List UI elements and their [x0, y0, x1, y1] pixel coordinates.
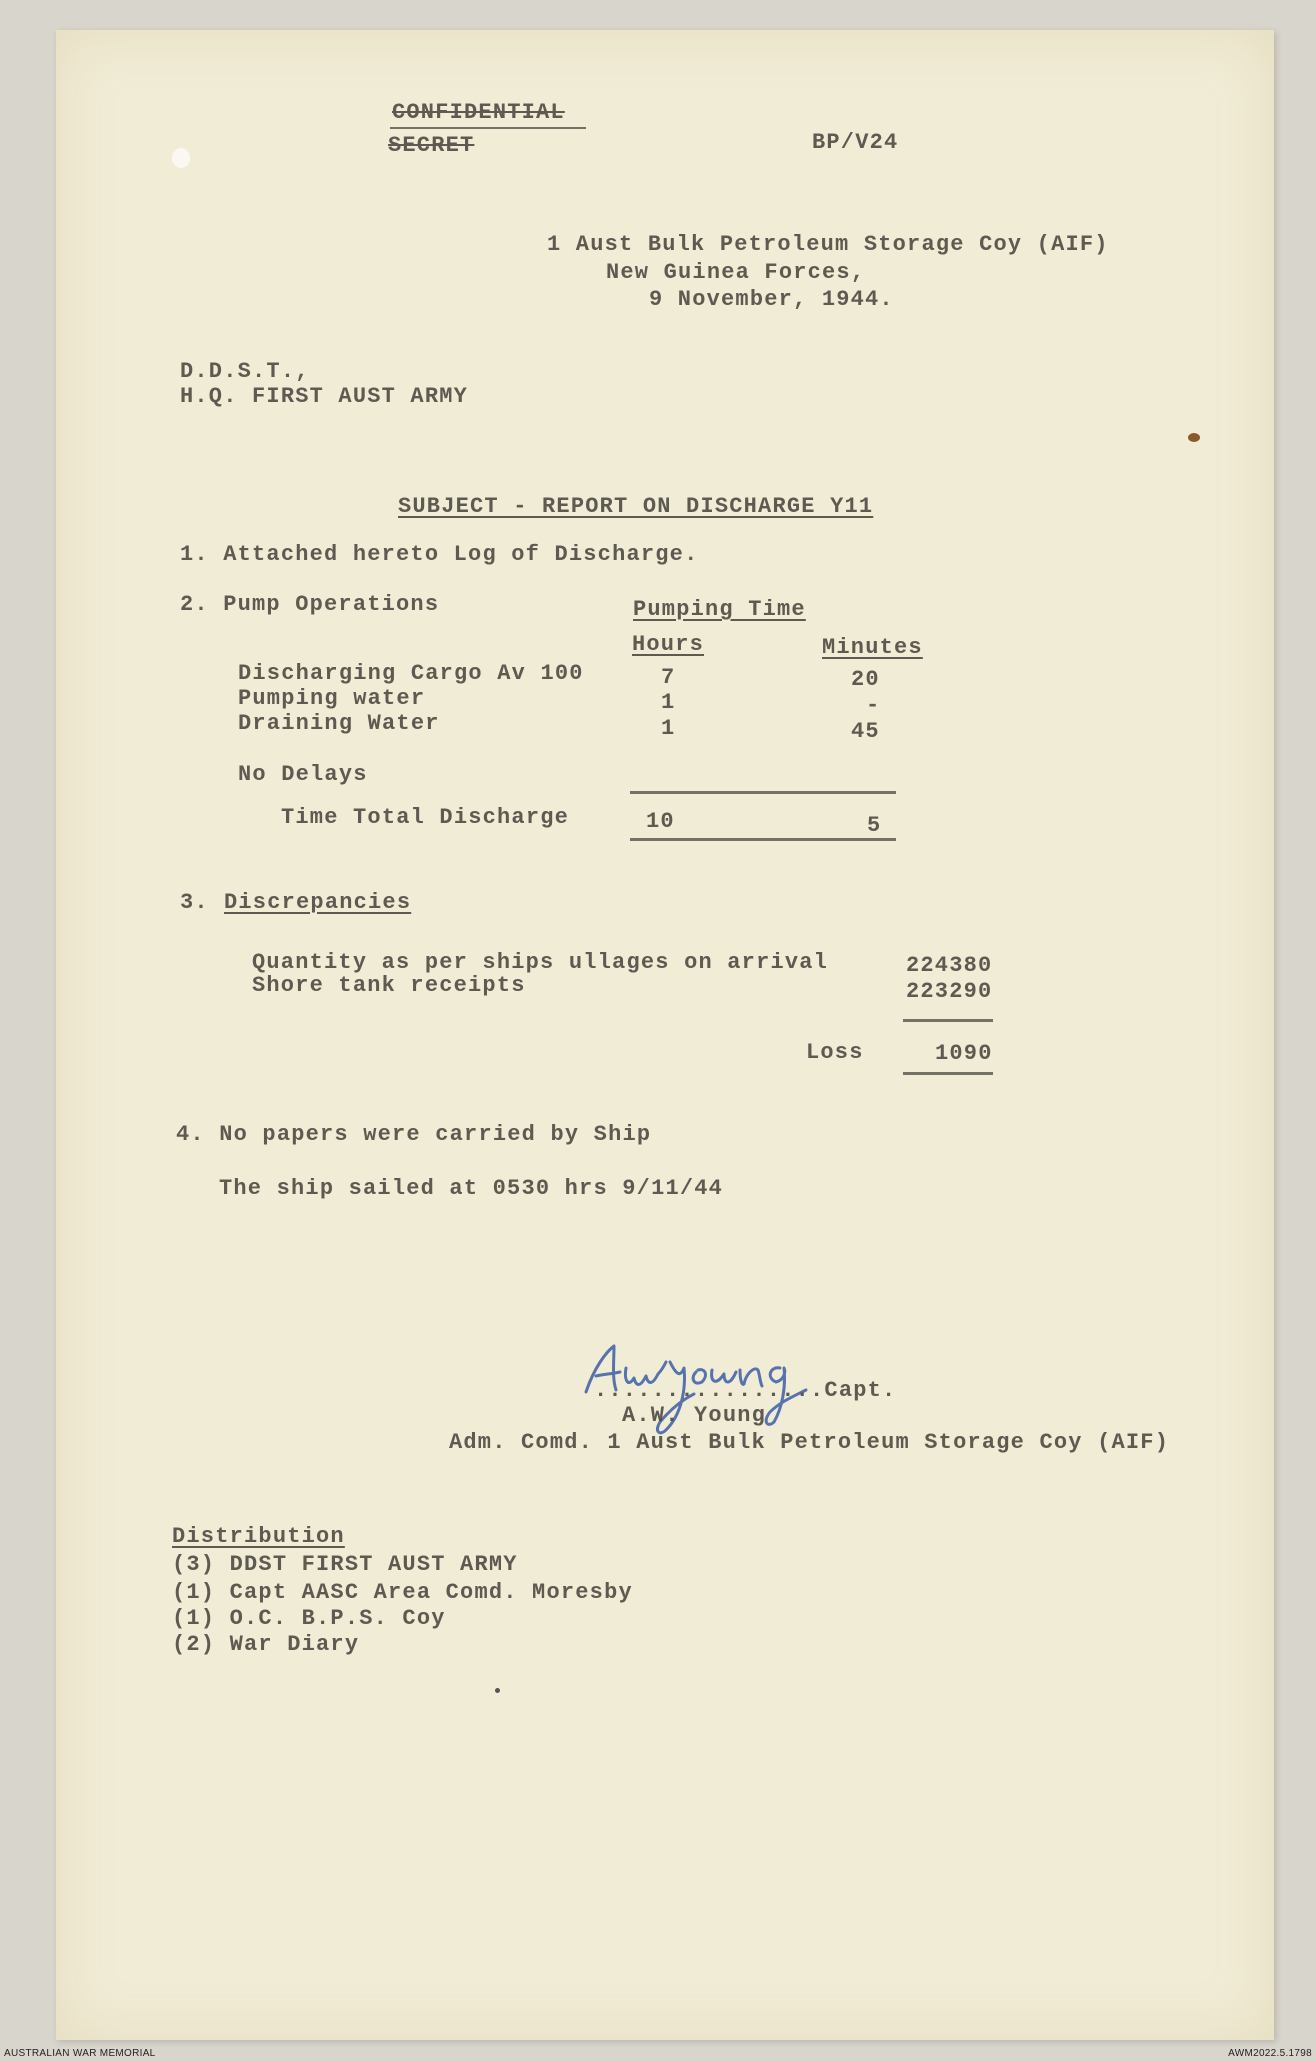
pump-row-hours: 1	[661, 716, 676, 741]
paper-mark	[172, 148, 190, 168]
pumping-time-header: Pumping Time	[633, 597, 806, 622]
subtotal-rule	[630, 791, 896, 794]
classification-label: SECRET	[388, 133, 475, 158]
classification-underline	[390, 127, 586, 129]
pump-row-minutes: 45	[851, 719, 880, 744]
pump-row-label: Draining Water	[238, 711, 440, 736]
item-3-number: 3.	[180, 890, 209, 915]
pump-row-minutes: -	[866, 693, 881, 718]
pump-row-hours: 1	[661, 690, 676, 715]
subject-line: SUBJECT - REPORT ON DISCHARGE Y11	[398, 494, 874, 519]
addressee-line-2: H.Q. FIRST AUST ARMY	[180, 384, 469, 409]
pump-row-label: Discharging Cargo Av 100	[238, 661, 584, 686]
item-3-heading: Discrepancies	[224, 890, 412, 915]
signatory-name: A.W. Young	[622, 1403, 767, 1428]
loss-label: Loss	[806, 1040, 864, 1065]
archive-credit: AUSTRALIAN WAR MEMORIAL	[4, 2048, 156, 2059]
distribution-item: (1) O.C. B.P.S. Coy	[172, 1606, 446, 1631]
file-reference: BP/V24	[812, 130, 899, 155]
pump-row-hours: 7	[661, 665, 676, 690]
item-2-heading: 2. Pump Operations	[180, 592, 440, 617]
total-hours: 10	[646, 809, 675, 834]
document-sheet	[56, 30, 1274, 2040]
hours-header: Hours	[632, 632, 705, 657]
discrepancy-value: 223290	[906, 979, 993, 1004]
loss-value: 1090	[935, 1041, 993, 1066]
sailing-time: The ship sailed at 0530 hrs 9/11/44	[219, 1176, 724, 1201]
total-minutes: 5	[867, 813, 882, 838]
distribution-heading: Distribution	[172, 1524, 345, 1549]
no-delays: No Delays	[238, 762, 368, 787]
total-discharge-label: Time Total Discharge	[281, 805, 570, 830]
archive-id: AWM2022.5.1798	[1228, 2048, 1312, 2059]
classification-struck: CONFIDENTIAL	[392, 100, 565, 125]
signatory-title: Adm. Comd. 1 Aust Bulk Petroleum Storage Coy (AIF)	[449, 1430, 1170, 1455]
sender-force: New Guinea Forces,	[606, 260, 866, 285]
ink-dot	[495, 1688, 500, 1693]
item-4: 4. No papers were carried by Ship	[176, 1122, 652, 1147]
distribution-item: (2) War Diary	[172, 1632, 360, 1657]
ink-stain	[1188, 433, 1200, 442]
item-1: 1. Attached hereto Log of Discharge.	[180, 542, 699, 567]
discrepancy-value: 224380	[906, 953, 993, 978]
signature-line: ................Capt.	[594, 1378, 897, 1403]
letter-date: 9 November, 1944.	[649, 287, 894, 312]
addressee-line-1: D.D.S.T.,	[180, 359, 310, 384]
minutes-header: Minutes	[822, 635, 923, 660]
distribution-item: (1) Capt AASC Area Comd. Moresby	[172, 1580, 633, 1605]
pump-row-label: Pumping water	[238, 686, 426, 711]
loss-rule-top	[903, 1019, 993, 1022]
distribution-item: (3) DDST FIRST AUST ARMY	[172, 1552, 518, 1577]
loss-rule-bottom	[903, 1072, 993, 1075]
pump-row-minutes: 20	[851, 667, 880, 692]
discrepancy-label: Quantity as per ships ullages on arrival	[252, 950, 829, 975]
sender-unit: 1 Aust Bulk Petroleum Storage Coy (AIF)	[547, 232, 1109, 257]
discrepancy-label: Shore tank receipts	[252, 973, 526, 998]
total-rule	[630, 838, 896, 841]
